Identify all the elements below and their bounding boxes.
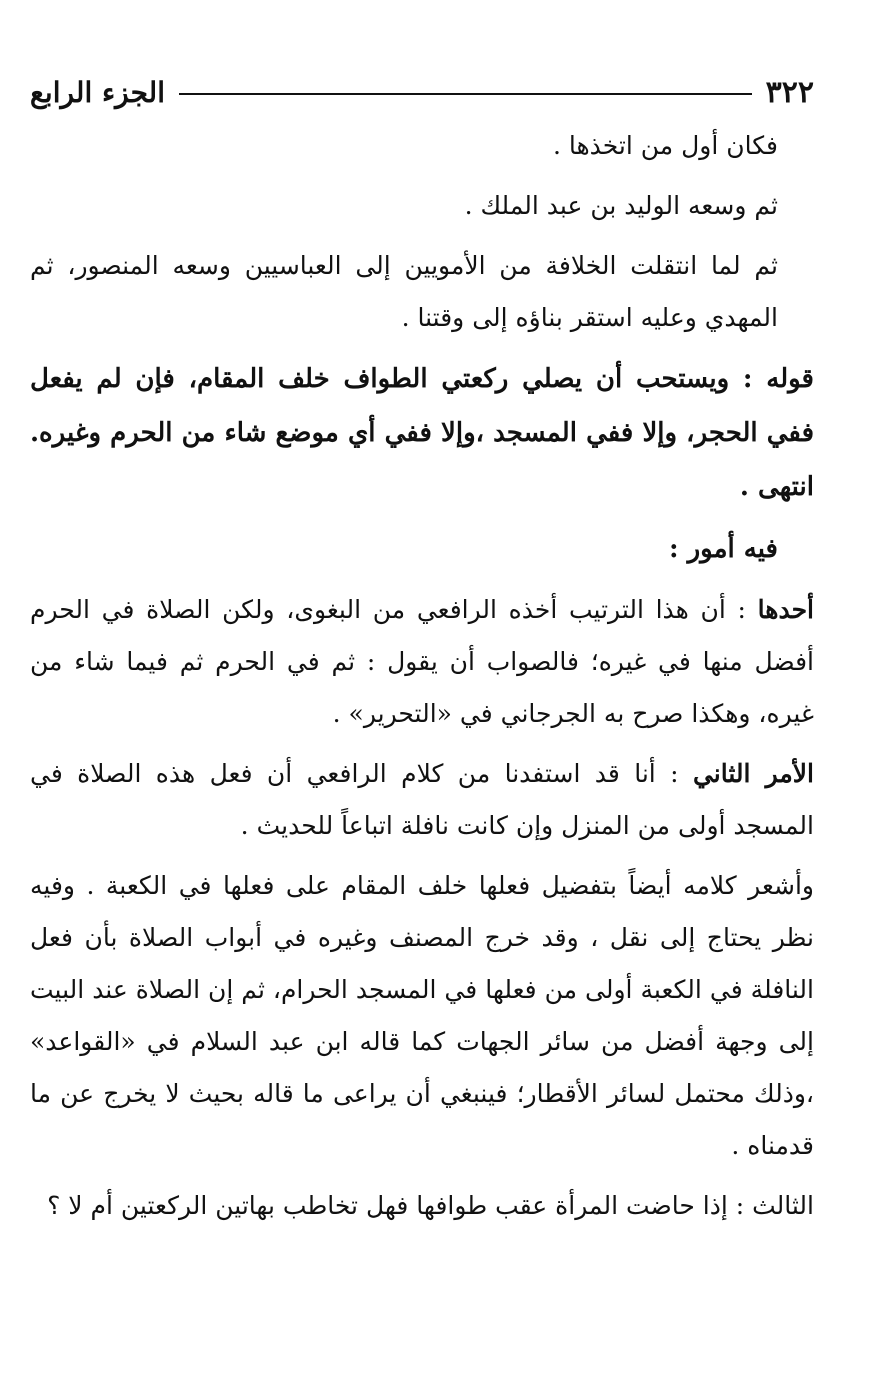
page bbox=[30, 70, 814, 1240]
paragraph-second-matter bbox=[30, 748, 814, 852]
page-number: ٣٢٢ bbox=[765, 74, 814, 110]
paragraph-text: وأشعر كلامه أيضاً بتفضيل فعلها خلف المقام على فعلها في الكعبة . وفيه نظر يحتاج إلى نقل ، وقد خرج المصنف وغيره في أبواب الصلاة بأن فعل النافلة في الكعبة أولى من فعلها في المسجد الحرام، ثم إن الصلاة عند البيت إلى وجهة أفضل من سائر الجهات كما قاله ابن عبد السلام في «القواعد» ،وذلك محتمل لسائر الأقطار؛ فينبغي أن يراعى ما قاله بحيث لا يخرج عن ما قدمناه . bbox=[30, 871, 814, 1160]
paragraph-lead: أحدها bbox=[757, 595, 814, 624]
paragraph-text: فيه أمور : bbox=[668, 534, 778, 564]
paragraph-third-matter bbox=[30, 1180, 814, 1232]
paragraph-text: قوله : ويستحب أن يصلي ركعتي الطواف خلف المقام، فإن لم يفعل ففي الحجر، وإلا ففي المسجد ،وإلا ففي أي موضع شاء من الحرم وغيره. انتهى . bbox=[30, 364, 814, 502]
paragraph-text: ثم لما انتقلت الخلافة من الأمويين إلى العباسيين وسعه المنصور، ثم المهدي وعليه استقر بناؤه إلى وقتنا . bbox=[30, 251, 778, 332]
paragraph-3 bbox=[30, 240, 814, 344]
page-header bbox=[30, 70, 814, 114]
paragraph-text: فكان أول من اتخذها . bbox=[552, 131, 778, 160]
paragraph-text: : أن هذا الترتيب أخذه الرافعي من البغوى، ولكن الصلاة في الحرم أفضل منها في غيره؛ فالصواب أن يقول : ثم في الحرم ثم فيما شاء من غيره، وهكذا صرح به الجرجاني في «التحرير» . bbox=[30, 595, 814, 728]
paragraph-text: الثالث : إذا حاضت المرأة عقب طوافها فهل تخاطب بهاتين الركعتين أم لا ؟ bbox=[47, 1191, 814, 1220]
paragraph-2 bbox=[30, 180, 814, 232]
quoted-statement bbox=[30, 352, 814, 514]
section-heading bbox=[30, 522, 814, 576]
paragraph-8 bbox=[30, 860, 814, 1172]
paragraph-1 bbox=[30, 120, 814, 172]
paragraph-text: ثم وسعه الوليد بن عبد الملك . bbox=[464, 191, 778, 220]
paragraph-lead: الأمر الثاني bbox=[692, 759, 814, 788]
paragraph-text: : أنا قد استفدنا من كلام الرافعي أن فعل هذه الصلاة في المسجد أولى من المنزل وإن كانت نافلة اتباعاً للحديث . bbox=[30, 759, 814, 840]
paragraph-first-matter bbox=[30, 584, 814, 740]
header-rule bbox=[179, 93, 752, 95]
running-title: الجزء الرابع bbox=[30, 75, 165, 109]
